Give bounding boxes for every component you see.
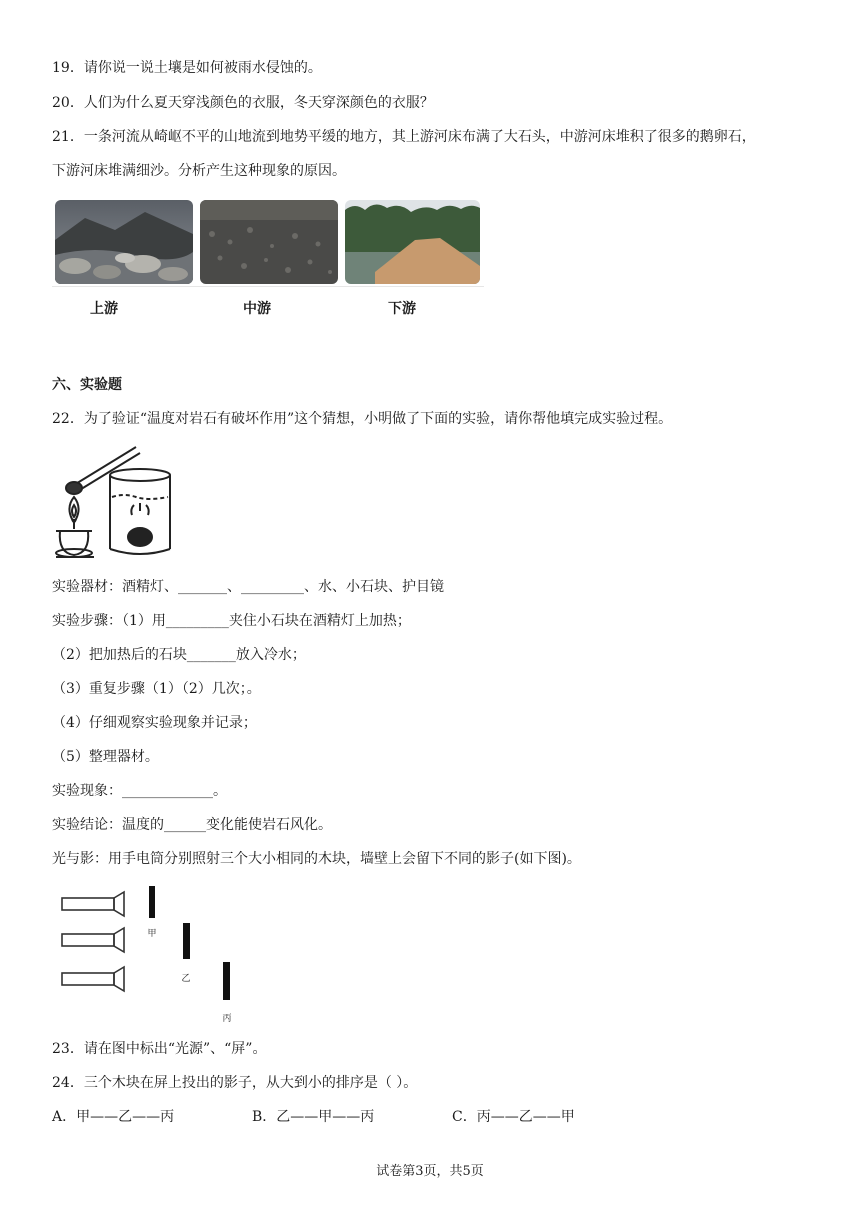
experiment-materials: 实验器材：酒精灯、_______、_________、水、小石块、护目镜: [52, 579, 444, 595]
question-22: 22．为了验证“温度对岩石有破坏作用”这个猜想，小明做了下面的实验，请你帮他填完成实验过程。: [52, 411, 673, 427]
upstream-label: 上游: [90, 301, 118, 317]
option-c: C．丙——乙——甲: [452, 1109, 575, 1125]
question-20: 20．人们为什么夏天穿浅颜色的衣服，冬天穿深颜色的衣服？: [52, 95, 434, 111]
experiment-step-1: 实验步骤：（1）用_________夹住小石块在酒精灯上加热；: [52, 613, 411, 629]
upstream-photo: [55, 200, 193, 284]
question-21-line1: 21．一条河流从崎岖不平的山地流到地势平缓的地方，其上游河床布满了大石头，中游河床堆积了很多的鹅卵石，: [52, 129, 756, 145]
shadow-label-bing: 丙: [222, 1014, 232, 1024]
midstream-photo: [200, 200, 338, 284]
downstream-label: 下游: [388, 301, 416, 317]
option-a: A．甲——乙——丙: [52, 1109, 175, 1125]
experiment-illustration: [52, 445, 182, 569]
shadow-diagram: [52, 880, 252, 1034]
experiment-step-5: （5）整理器材。: [52, 749, 159, 765]
experiment-conclusion: 实验结论：温度的______变化能使岩石风化。: [52, 817, 332, 833]
page-footer: 试卷第3页，共5页: [376, 1164, 484, 1179]
question-21-line2: 下游河床堆满细沙。分析产生这种现象的原因。: [52, 163, 346, 179]
experiment-phenomenon: 实验现象：_____________。: [52, 783, 227, 799]
option-b: B．乙——甲——丙: [252, 1109, 375, 1125]
shadow-label-yi: 乙: [181, 974, 191, 984]
downstream-photo: [345, 200, 480, 284]
shadow-label-jia: 甲: [147, 929, 157, 939]
experiment-step-3: （3）重复步骤（1）（2）几次；。: [52, 681, 261, 697]
question-19: 19．请你说一说土壤是如何被雨水侵蚀的。: [52, 60, 322, 76]
section-heading: 六、实验题: [52, 377, 122, 393]
question-24: 24．三个木块在屏上投出的影子，从大到小的排序是（ ）。: [52, 1075, 418, 1091]
light-shadow-intro: 光与影：用手电筒分别照射三个大小相同的木块，墙壁上会留下不同的影子(如下图)。: [52, 851, 581, 867]
question-23: 23．请在图中标出“光源”、“屏”。: [52, 1041, 267, 1057]
experiment-step-2: （2）把加热后的石块_______放入冷水；: [52, 647, 306, 663]
experiment-step-4: （4）仔细观察实验现象并记录；: [52, 715, 257, 731]
midstream-label: 中游: [243, 301, 271, 317]
